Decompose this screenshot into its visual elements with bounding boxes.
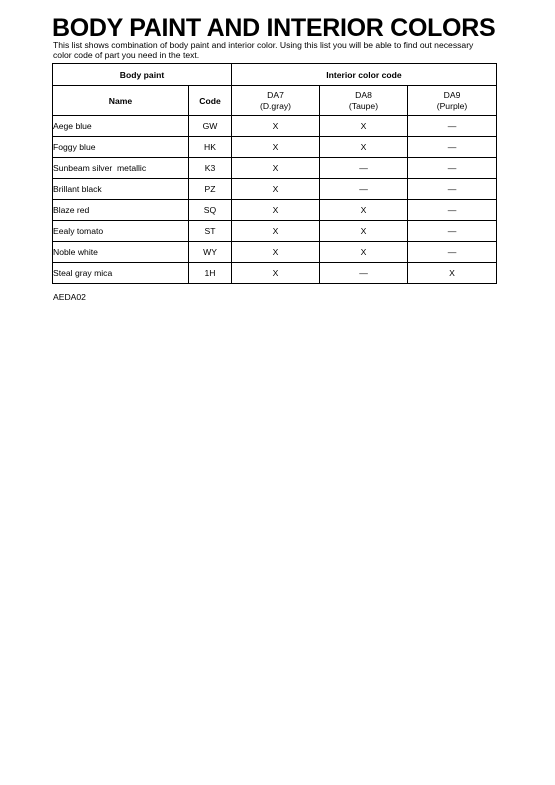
da8-mark: — — [320, 158, 408, 179]
da9-mark: X — [408, 263, 497, 284]
table-row — [53, 221, 497, 242]
da7-mark: X — [232, 242, 320, 263]
da9-mark: — — [408, 242, 497, 263]
paint-code: ST — [189, 221, 232, 242]
color-combination-table — [52, 63, 497, 284]
da7-mark: X — [232, 158, 320, 179]
paint-code: WY — [189, 242, 232, 263]
paint-name: Eealy tomato — [53, 221, 189, 242]
paint-code: SQ — [189, 200, 232, 221]
page-title: BODY PAINT AND INTERIOR COLORS — [52, 14, 496, 42]
table-row — [53, 179, 497, 200]
table-row — [53, 200, 497, 221]
da8-column-header — [320, 86, 408, 116]
da8-code: DA8 — [355, 89, 372, 100]
da9-mark: — — [408, 158, 497, 179]
paint-name: Noble white — [53, 242, 189, 263]
da7-mark: X — [232, 263, 320, 284]
table-row — [53, 137, 497, 158]
da8-mark: — — [320, 263, 408, 284]
paint-code: 1H — [189, 263, 232, 284]
paint-code: PZ — [189, 179, 232, 200]
da9-mark: — — [408, 116, 497, 137]
da8-mark: X — [320, 200, 408, 221]
da9-desc: (Purple) — [436, 100, 468, 111]
paint-name: Blaze red — [53, 200, 189, 221]
paint-code: HK — [189, 137, 232, 158]
da9-code: DA9 — [443, 89, 461, 100]
da7-mark: X — [232, 116, 320, 137]
da9-column-header — [408, 86, 497, 116]
da7-mark: X — [232, 221, 320, 242]
intro-text: This list shows combination of body paint and interior color. Using this list you will be able to find out necessary color code of part you need in the text. — [53, 40, 474, 60]
da7-mark: X — [232, 200, 320, 221]
interior-color-header: Interior color code — [232, 64, 497, 86]
paint-name: Foggy blue — [53, 137, 189, 158]
paint-name: Sunbeam silver metallic — [53, 158, 189, 179]
table-row — [53, 158, 497, 179]
paint-name: Brillant black — [53, 179, 189, 200]
da7-column-header — [232, 86, 320, 116]
da9-mark: — — [408, 221, 497, 242]
paint-code: GW — [189, 116, 232, 137]
da8-mark: X — [320, 116, 408, 137]
da8-desc: (Taupe) — [348, 100, 379, 111]
code-column-header: Code — [189, 86, 232, 116]
da8-mark: — — [320, 179, 408, 200]
body-paint-header: Body paint — [53, 64, 232, 86]
paint-code: K3 — [189, 158, 232, 179]
table-row — [53, 242, 497, 263]
da8-mark: X — [320, 221, 408, 242]
paint-name: Aege blue — [53, 116, 189, 137]
da9-mark: — — [408, 137, 497, 158]
da7-desc: (D.gray) — [259, 100, 292, 111]
da8-mark: X — [320, 137, 408, 158]
da9-mark: — — [408, 179, 497, 200]
name-column-header: Name — [53, 86, 189, 116]
da7-code: DA7 — [267, 89, 284, 100]
da7-mark: X — [232, 179, 320, 200]
table-row — [53, 116, 497, 137]
paint-name: Steal gray mica — [53, 263, 189, 284]
da8-mark: X — [320, 242, 408, 263]
da9-mark: — — [408, 200, 497, 221]
table-row — [53, 263, 497, 284]
da7-mark: X — [232, 137, 320, 158]
document-code: AEDA02 — [53, 292, 86, 302]
